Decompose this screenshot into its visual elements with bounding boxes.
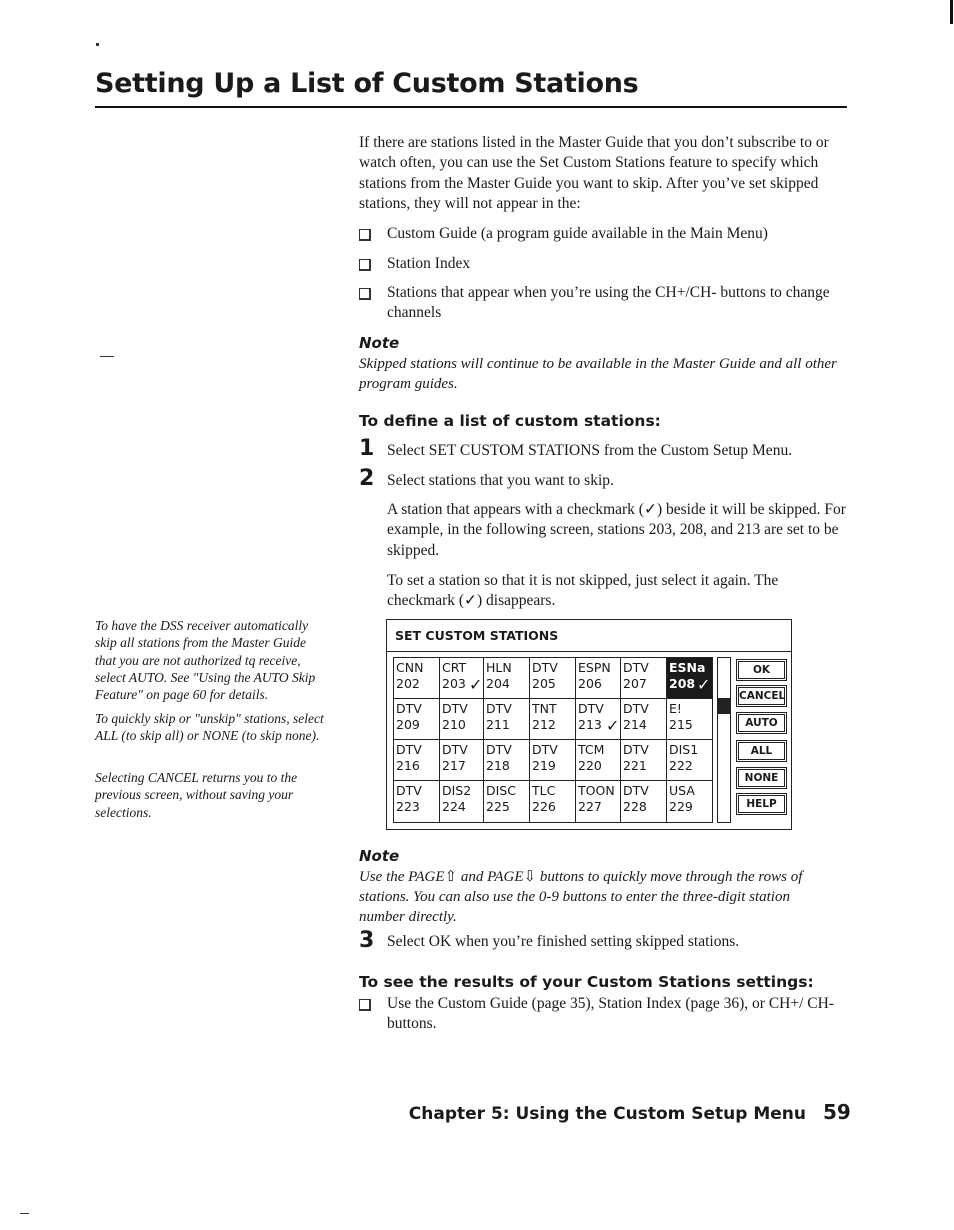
station-cell[interactable] (394, 658, 440, 699)
station-name: DTV (532, 660, 558, 675)
station-number: 220 (578, 758, 602, 773)
station-number: 215 (669, 717, 693, 732)
station-name: DTV (623, 660, 649, 675)
station-cell[interactable] (394, 740, 440, 781)
bullet-item (359, 224, 849, 244)
page-number: 59 (823, 1100, 851, 1124)
station-number: 202 (396, 676, 420, 691)
station-cell[interactable] (621, 781, 667, 822)
station-number: 223 (396, 799, 420, 814)
station-scrollbar[interactable] (717, 657, 731, 823)
station-number: 211 (486, 717, 510, 732)
station-number: 212 (532, 717, 556, 732)
bullet-text: Stations that appear when you’re using the CH+/CH- buttons to change channels (387, 284, 830, 322)
checkbox-bullet-icon (359, 259, 371, 271)
bullet-item (359, 254, 849, 274)
station-cell[interactable] (394, 781, 440, 822)
page-edge-mark (950, 0, 953, 24)
station-cell[interactable] (484, 740, 530, 781)
station-cell[interactable] (530, 699, 576, 740)
station-name: TLC (532, 783, 556, 798)
bullet-text: Custom Guide (a program guide available in the Main Menu) (387, 225, 768, 242)
step-text: Select SET CUSTOM STATIONS from the Custom Setup Menu. (387, 442, 793, 459)
scan-speck (20, 1213, 29, 1214)
station-name: DTV (532, 742, 558, 757)
station-cell[interactable] (667, 740, 712, 781)
station-name: DIS1 (669, 742, 699, 757)
station-name: HLN (486, 660, 512, 675)
station-name: DISC (486, 783, 516, 798)
bullet-item (359, 994, 849, 1035)
station-cell[interactable] (576, 699, 621, 740)
results-heading: To see the results of your Custom Stations settings: (359, 973, 814, 991)
station-number: 225 (486, 799, 510, 814)
station-name: E! (669, 701, 682, 716)
scan-speck (100, 356, 114, 357)
station-cell[interactable] (621, 740, 667, 781)
scan-speck (96, 43, 99, 46)
station-cell[interactable] (484, 658, 530, 699)
station-number: 224 (442, 799, 466, 814)
station-name: ESNa (669, 660, 706, 675)
station-grid (393, 657, 713, 823)
station-name: CNN (396, 660, 424, 675)
station-name: DIS2 (442, 783, 472, 798)
intro-paragraph: If there are stations listed in the Master Guide that you don’t subscribe to or watch often, you can use the Set Custom Stations feature to specify which stations from the Master Guide you want to skip. After you’ve set skipped stations, they will not appear in the: (359, 134, 829, 213)
step-text: Select stations that you want to skip. (387, 472, 614, 489)
set-custom-stations-screen (386, 619, 792, 830)
station-cell[interactable] (667, 658, 712, 699)
station-cell[interactable] (484, 781, 530, 822)
station-cell[interactable] (530, 781, 576, 822)
checkbox-bullet-icon (359, 288, 371, 300)
station-name: TNT (532, 701, 557, 716)
step-text: Select OK when you’re finished setting skipped stations. (387, 933, 740, 950)
title-rule (95, 106, 847, 108)
checkmark-icon: ✓ (606, 716, 620, 735)
station-number: 206 (578, 676, 602, 691)
station-cell[interactable] (440, 740, 484, 781)
station-number: 229 (669, 799, 693, 814)
step-number: 2 (359, 466, 375, 491)
station-number: 216 (396, 758, 420, 773)
station-name: USA (669, 783, 695, 798)
bullet-text: Use the Custom Guide (page 35), Station Index (page 36), or CH+/ CH- buttons. (387, 995, 834, 1033)
station-cell[interactable] (530, 658, 576, 699)
help-button[interactable]: HELP (738, 795, 785, 813)
station-cell[interactable] (667, 781, 712, 822)
station-number: 214 (623, 717, 647, 732)
station-cell[interactable] (621, 699, 667, 740)
step-number: 1 (359, 436, 375, 461)
note-heading: Note (359, 847, 400, 865)
step2-unskip-explanation: To set a station so that it is not skipped, just select it again. The checkmark (✓) disappears. (387, 572, 779, 610)
station-number: 228 (623, 799, 647, 814)
station-number: 221 (623, 758, 647, 773)
station-number: 210 (442, 717, 466, 732)
note-text: Use the PAGE⇧ and PAGE⇩ buttons to quickly move through the rows of stations. You can also use the 0-9 buttons to enter the three-digit station number directly. (359, 869, 803, 925)
station-name: DTV (396, 742, 422, 757)
all-button[interactable]: ALL (738, 742, 785, 760)
station-name: TCM (578, 742, 605, 757)
station-cell[interactable] (394, 699, 440, 740)
station-cell[interactable] (621, 658, 667, 699)
ok-button[interactable]: OK (738, 661, 785, 679)
define-heading: To define a list of custom stations: (359, 412, 661, 430)
station-name: DTV (623, 783, 649, 798)
screen-title-rule (387, 651, 791, 652)
station-number: 209 (396, 717, 420, 732)
station-cell[interactable] (576, 781, 621, 822)
auto-button[interactable]: AUTO (738, 714, 785, 732)
station-name: DTV (396, 701, 422, 716)
checkbox-bullet-icon (359, 999, 371, 1011)
station-cell[interactable] (576, 658, 621, 699)
station-number: 218 (486, 758, 510, 773)
station-number: 219 (532, 758, 556, 773)
station-name: TOON (578, 783, 615, 798)
station-number: 226 (532, 799, 556, 814)
station-number: 222 (669, 758, 693, 773)
none-button[interactable]: NONE (738, 769, 785, 787)
sidebar-note: To have the DSS receiver automatically skip all stations from the Master Guide that you are not authorized tq receive, select AUTO. See "Using the AUTO Skip Feature" on page 60 for details. (95, 618, 316, 703)
station-cell[interactable] (576, 740, 621, 781)
checkmark-icon: ✓ (697, 675, 711, 694)
bullet-text: Station Index (387, 255, 471, 272)
checkbox-bullet-icon (359, 229, 371, 241)
station-number: 207 (623, 676, 647, 691)
note-text: Skipped stations will continue to be available in the Master Guide and all other program guides. (359, 356, 837, 392)
sidebar-note: To quickly skip or "unskip" stations, select ALL (to skip all) or NONE (to skip none). (95, 711, 324, 744)
scrollbar-thumb[interactable] (718, 698, 730, 714)
footer-chapter-title: Chapter 5: Using the Custom Setup Menu (408, 1104, 806, 1124)
station-cell[interactable] (530, 740, 576, 781)
cancel-button[interactable]: CANCEL (738, 687, 785, 705)
station-name: ESPN (578, 660, 611, 675)
screen-title: SET CUSTOM STATIONS (395, 628, 559, 643)
step-number: 3 (359, 928, 375, 953)
step2-explanation: A station that appears with a checkmark (✓) beside it will be skipped. For example, in the following screen, stations 203, 208, and 213 are set to be skipped. (387, 501, 846, 559)
station-number: 208 (669, 676, 696, 691)
station-number: 213 (578, 717, 602, 732)
checkmark-icon: ✓ (469, 675, 483, 694)
station-cell[interactable] (667, 699, 712, 740)
station-name: DTV (442, 742, 468, 757)
station-name: DTV (486, 701, 512, 716)
sidebar-note: Selecting CANCEL returns you to the previous screen, without saving your selections. (95, 770, 298, 820)
station-cell[interactable] (440, 781, 484, 822)
station-number: 205 (532, 676, 556, 691)
note-heading: Note (359, 334, 400, 352)
station-cell[interactable] (440, 658, 484, 699)
station-cell[interactable] (440, 699, 484, 740)
station-name: DTV (396, 783, 422, 798)
station-cell[interactable] (484, 699, 530, 740)
station-name: DTV (442, 701, 468, 716)
station-name: DTV (623, 742, 649, 757)
page-title: Setting Up a List of Custom Stations (95, 68, 639, 99)
station-number: 204 (486, 676, 510, 691)
station-name: CRT (442, 660, 467, 675)
station-number: 203 (442, 676, 466, 691)
station-name: DTV (623, 701, 649, 716)
station-number: 227 (578, 799, 602, 814)
station-number: 217 (442, 758, 466, 773)
station-name: DTV (578, 701, 604, 716)
station-name: DTV (486, 742, 512, 757)
bullet-item (359, 283, 849, 324)
